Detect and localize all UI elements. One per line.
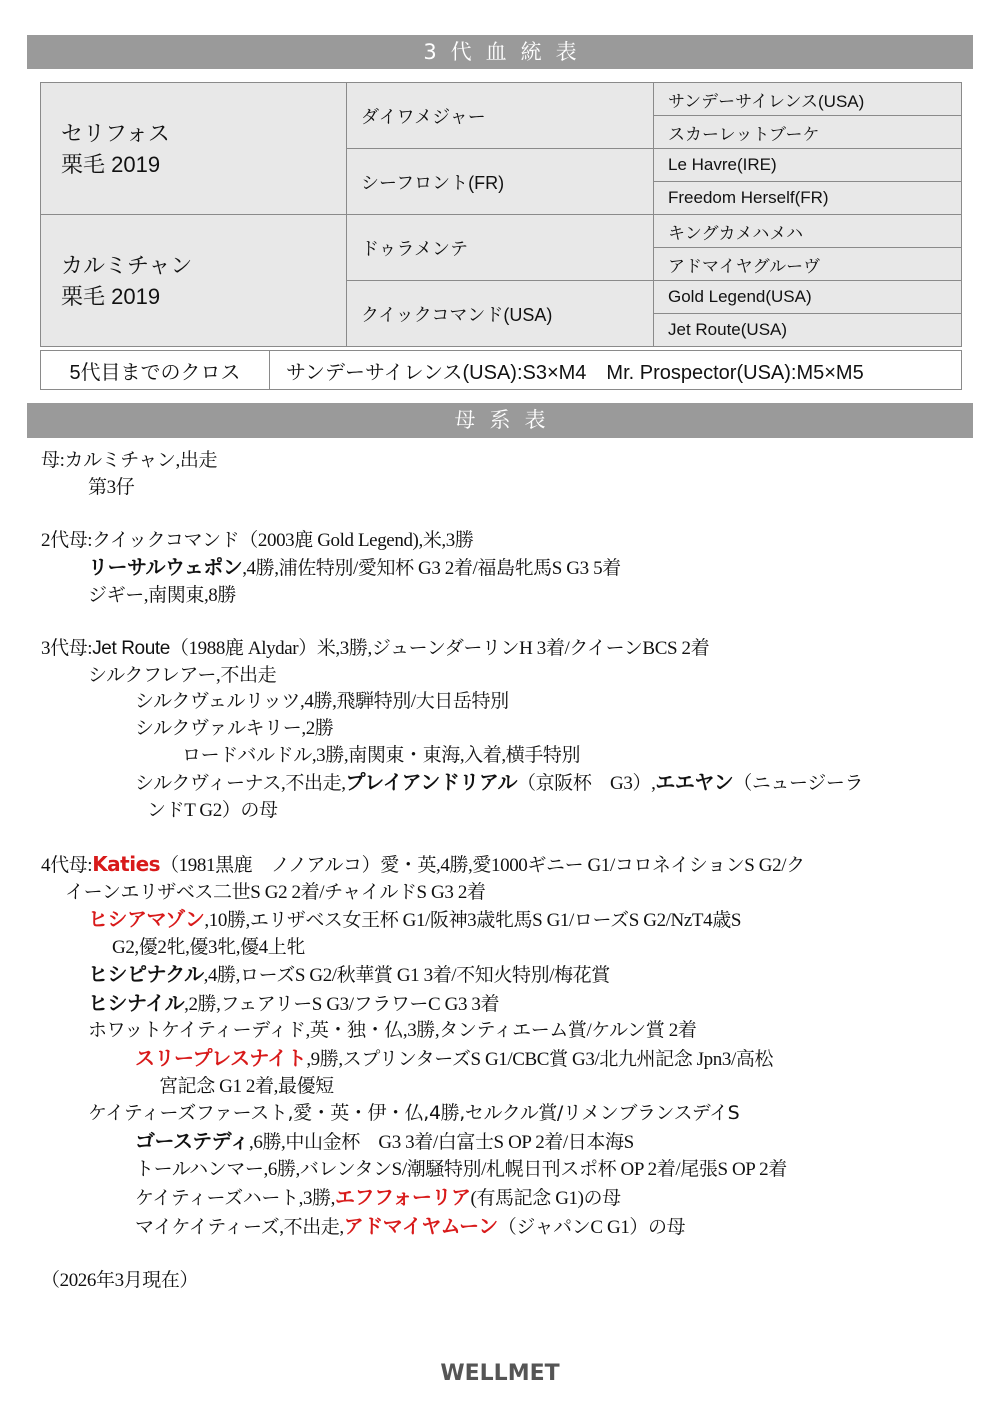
gen3-cell: Jet Route(USA) xyxy=(654,314,962,347)
g3-great-grandchild: ロードバルドル,3勝,南関東・東海,入着,横手特別 xyxy=(182,744,581,766)
g4-grandchild: トールハンマー,6勝,バレンタンS/潮騒特別/札幌日刊スポ杯 OP 2着/尾張S OP 2着 xyxy=(135,1158,787,1181)
pedigree-table xyxy=(40,82,962,347)
g3-line: 3代母:Jet Route（1988鹿 Alydar）米,3勝,ジューンダーリンH 3着/クイーンBCS 2着 xyxy=(41,638,710,660)
sire-info: 栗毛 2019 xyxy=(61,151,161,177)
g4-child: ヒシピナクル,4勝,ローズS G2/秋華賞 G1 3着/不知火特別/梅花賞 xyxy=(88,962,610,987)
horse-name: プレイアンドリアル xyxy=(345,770,518,795)
g4-child: ヒシナイル,2勝,フェアリーS G3/フラワーC G3 3着 xyxy=(88,990,500,1015)
cross-table xyxy=(40,350,962,390)
dam-foal: 第3仔 xyxy=(88,476,135,498)
dam-dam: クイックコマンド(USA) xyxy=(347,281,654,347)
dam-line: 母:カルミチャン,出走 xyxy=(41,450,218,471)
gen3-cell: アドマイヤグルーヴ xyxy=(654,248,962,281)
g4-child: ホワットケイティーディド,英・独・仏,3勝,タンティエーム賞/ケルン賞 2着 xyxy=(88,1020,697,1042)
g3-grandchild: シルクヴァルキリー,2勝 xyxy=(135,717,334,739)
g3-grandchild: シルクヴィーナス,不出走,プレイアンドリアル（京阪杯 G3）,エエヤン（ニュージーラ xyxy=(135,770,864,795)
horse-name-highlight: Katies xyxy=(92,851,161,876)
g3-child: シルクフレアー,不出走 xyxy=(88,664,277,686)
horse-name: ヒシピナクル xyxy=(88,962,204,987)
horse-name: ゴーステディ xyxy=(135,1128,249,1153)
g4-child: ケイティーズファースト,愛・英・伊・仏,4勝,セルクル賞/リメンブランスデイS xyxy=(88,1102,740,1125)
gen3-cell: スカーレットブーケ xyxy=(654,116,962,149)
pedigree-title: 3代血統表 xyxy=(423,40,591,64)
gen3-cell: サンデーサイレンス(USA) xyxy=(654,83,962,116)
sire-cell xyxy=(41,83,347,215)
sire-sire: ダイワメジャー xyxy=(347,83,654,149)
sire-dam: シーフロント(FR) xyxy=(347,149,654,215)
horse-name: トールハンマー xyxy=(135,1158,264,1181)
horse-name-highlight: ヒシアマゾン xyxy=(88,907,205,932)
pedigree-title-bar xyxy=(27,35,973,69)
dam-name: カルミチャン xyxy=(61,252,193,278)
sire-name: セリフォス xyxy=(61,120,170,146)
g4-grandchild: マイケイティーズ,不出走,アドマイヤムーン（ジャパンC G1）の母 xyxy=(135,1213,686,1238)
cross-value: サンデーサイレンス(USA):S3×M4 Mr. Prospector(USA):M5×M5 xyxy=(270,351,962,390)
g4-line: 4代母:Katies（1981黒鹿 ノノアルコ）愛・英,4勝,愛1000ギニー G1/コロネイションS G2/ク xyxy=(41,851,805,876)
g3-grandchild-wrap: ンドT G2）の母 xyxy=(147,799,278,821)
horse-name-highlight: スリープレスナイト xyxy=(135,1046,307,1071)
g2-child: リーサルウェポン,4勝,浦佐特別/愛知杯 G3 2着/福島牝馬S G3 5着 xyxy=(88,555,621,580)
horse-name-highlight: アドマイヤムーン xyxy=(343,1213,498,1238)
family-title: 母系表 xyxy=(454,408,560,432)
g2-line: 2代母:クイックコマンド（2003鹿 Gold Legend),米,3勝 xyxy=(41,529,474,551)
horse-name: ヒシナイル xyxy=(88,990,185,1015)
gen3-cell: Le Havre(IRE) xyxy=(654,149,962,182)
dam-info: 栗毛 2019 xyxy=(61,283,161,309)
horse-name: エエヤン xyxy=(655,770,734,795)
family-text xyxy=(41,448,966,1294)
g4-grandchild: ゴーステディ,6勝,中山金杯 G3 3着/白富士S OP 2着/日本海S xyxy=(135,1128,634,1153)
horse-name-highlight: エフフォーリア xyxy=(335,1185,471,1210)
brand-logo: WELLMET xyxy=(440,1361,560,1386)
g4-child: ヒシアマゾン,10勝,エリザベス女王杯 G1/阪神3歳牝馬S G1/ローズS G2/NzT4歳S xyxy=(88,907,741,932)
date-note: （2026年3月現在） xyxy=(41,1269,199,1291)
g4-grandchild: スリープレスナイト,9勝,スプリンターズS G1/CBC賞 G3/北九州記念 Jpn3/高松 xyxy=(135,1046,774,1071)
dam-cell xyxy=(41,215,347,347)
g4-line-wrap: イーンエリザベス二世S G2 2着/チャイルドS G3 2着 xyxy=(65,881,486,903)
gen3-cell: キングカメハメハ xyxy=(654,215,962,248)
dam-sire: ドゥラメンテ xyxy=(347,215,654,281)
g4-child-wrap: G2,優2牝,優3牝,優4上牝 xyxy=(112,936,305,958)
gen3-cell: Freedom Herself(FR) xyxy=(654,182,962,215)
g3-grandchild: シルクヴェルリッツ,4勝,飛騨特別/大日岳特別 xyxy=(135,691,509,713)
gen3-cell: Gold Legend(USA) xyxy=(654,281,962,314)
g4-grandchild: ケイティーズハート,3勝,エフフォーリア(有馬記念 G1)の母 xyxy=(135,1185,621,1210)
horse-name: リーサルウェポン xyxy=(88,555,243,580)
horse-name: Jet Route xyxy=(92,638,170,660)
cross-label: 5代目までのクロス xyxy=(41,351,270,390)
g4-grandchild-wrap: 宮記念 G1 2着,最優短 xyxy=(159,1075,334,1097)
family-title-bar xyxy=(27,403,973,438)
g2-child: ジギー,南関東,8勝 xyxy=(88,584,237,606)
